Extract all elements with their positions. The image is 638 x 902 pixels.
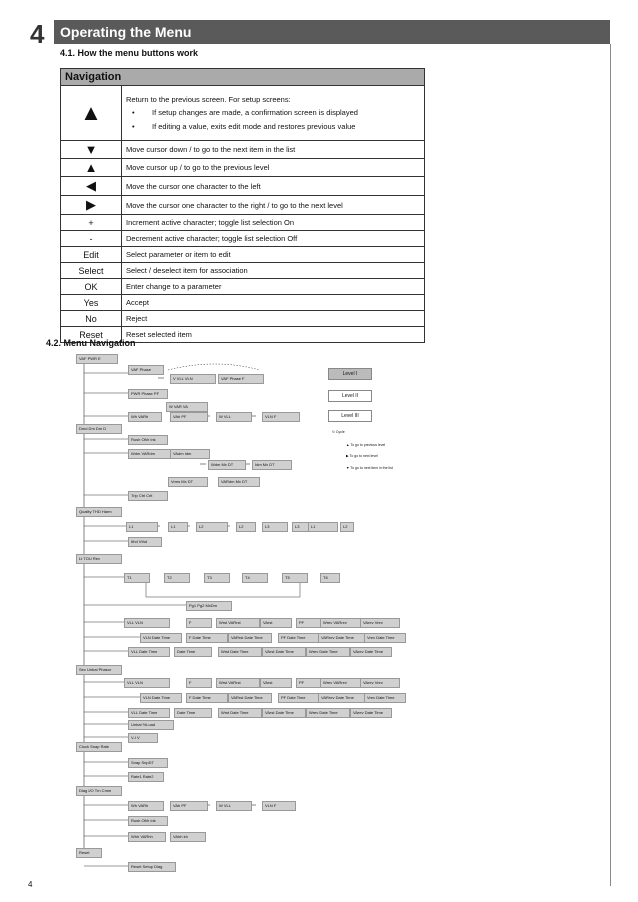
menu-node: VArst xyxy=(260,618,292,628)
menu-node: Unbal %Load xyxy=(128,720,174,730)
menu-node: VAdm Idm xyxy=(170,449,210,459)
menu-node: Sec Unbal Phasor xyxy=(76,665,122,675)
menu-node: Wrst Date Time xyxy=(218,647,262,657)
menu-node: Wh VARh xyxy=(128,412,162,422)
menu-node: T4 xyxy=(242,573,268,583)
menu-node: F Date Time xyxy=(186,693,228,703)
menu-node: Wrst Date Time xyxy=(218,708,262,718)
menu-node: VARrev Date Time xyxy=(318,633,366,643)
menu-node: VAh PF xyxy=(170,801,208,811)
menu-node: VAF PWR E xyxy=(76,354,118,364)
menu-node: PF xyxy=(296,618,322,628)
legend-next-item: ▼ To go to next item in the list xyxy=(346,466,393,470)
navigation-key: Edit xyxy=(61,247,122,263)
menu-node: Trip Ctrl Crit xyxy=(128,491,168,501)
menu-node: VArev Date Time xyxy=(350,708,392,718)
menu-node: VLN F xyxy=(262,412,300,422)
menu-node: T5 xyxy=(282,573,308,583)
menu-node: VLL Date Time xyxy=(128,647,170,657)
menu-node: L2 xyxy=(340,522,354,532)
menu-node: Ithd Vthd xyxy=(128,537,162,547)
menu-node: T2 xyxy=(164,573,190,583)
navigation-bullet: • If editing a value, exits edit mode and restores previous value xyxy=(132,120,420,134)
menu-node: VLL Date Time xyxy=(128,708,170,718)
menu-node: VARrst Date Time xyxy=(228,693,272,703)
navigation-description-text: Move cursor up / to go to the previous level xyxy=(126,163,270,172)
navigation-description-text: Move the cursor one character to the right / to go to the next level xyxy=(126,200,343,210)
menu-node: F xyxy=(186,618,212,628)
menu-node: Clock Snap Rate xyxy=(76,742,122,752)
menu-node: VArev Vrev xyxy=(360,678,400,688)
level-2-label: Level II xyxy=(328,390,372,402)
menu-node: VLL VLN xyxy=(124,678,170,688)
menu-node: PWR Phase PF xyxy=(128,389,168,399)
menu-node: Lt TOU Rev xyxy=(76,554,122,564)
menu-node: L1 xyxy=(168,522,188,532)
menu-node: VLN Date Time xyxy=(140,633,182,643)
menu-node: Vrev Date Time xyxy=(364,693,406,703)
menu-node: Wdm Mx DT xyxy=(208,460,246,470)
navigation-description-text: Select / deselect item for association xyxy=(126,266,248,275)
menu-node: Rush OMr Ink xyxy=(128,816,168,826)
chapter-number: 4 xyxy=(30,19,45,49)
menu-node: Diag I/O Trn Cmm xyxy=(76,786,122,796)
menu-node: Rush OMr Ink xyxy=(128,435,168,445)
page-number: 4 xyxy=(28,880,33,889)
menu-node: PF xyxy=(296,678,322,688)
menu-node: F xyxy=(186,678,212,688)
menu-node: Snap SnpDT xyxy=(128,758,168,768)
menu-node: Reset Setup Diag xyxy=(128,862,176,872)
menu-node: VAhh kh xyxy=(170,832,206,842)
menu-node: W VLL xyxy=(216,412,252,422)
navigation-key: - xyxy=(61,231,122,247)
menu-node: Dmd Dm Dm D xyxy=(76,424,122,434)
menu-node: T6 xyxy=(320,573,340,583)
navigation-description-text: Enter change to a parameter xyxy=(126,282,222,291)
menu-node: Wrst VARrst xyxy=(216,678,260,688)
navigation-description-text: Move cursor down / to go to the next item in the list xyxy=(126,145,296,154)
menu-node: VARrev Date Time xyxy=(318,693,366,703)
menu-node: Rate1 Rate2 xyxy=(128,772,164,782)
navigation-key: Select xyxy=(61,263,122,279)
navigation-key: ▲ xyxy=(61,159,122,177)
menu-node: Reset xyxy=(76,848,102,858)
menu-node: L1 xyxy=(126,522,158,532)
navigation-key: ▲ xyxy=(61,86,122,141)
menu-node: Wdm VARdm xyxy=(128,449,172,459)
menu-node: L1 xyxy=(308,522,338,532)
navigation-key: ▼ xyxy=(61,141,122,159)
menu-node: V-I V xyxy=(128,733,158,743)
navigation-table-header: Navigation xyxy=(61,69,425,86)
legend-next-level: ▶ To go to next level xyxy=(346,454,378,458)
menu-node: VARrst Date Time xyxy=(228,633,272,643)
navigation-key: OK xyxy=(61,279,122,295)
menu-node: VArst xyxy=(260,678,292,688)
menu-node: VLN F xyxy=(262,801,296,811)
menu-node: Wrev VARrev xyxy=(320,618,362,628)
legend-prev: ▲ To go to previous level xyxy=(346,443,386,447)
menu-node: Date Time xyxy=(174,647,212,657)
menu-node: L3 xyxy=(292,522,312,532)
navigation-description-text: Select parameter or item to edit xyxy=(126,250,231,259)
menu-node: T1 xyxy=(124,573,150,583)
menu-node: Wrev VARrev xyxy=(320,678,362,688)
menu-node: Quality THD Harm xyxy=(76,507,122,517)
legend-cycle: ↻ Cycle xyxy=(332,430,345,434)
menu-node: Wrev Date Time xyxy=(306,708,350,718)
menu-node: Whh VARhh xyxy=(128,832,166,842)
menu-node: T3 xyxy=(204,573,230,583)
navigation-description-text: Reset selected item xyxy=(126,330,192,339)
menu-node: VArst Date Time xyxy=(262,647,306,657)
level-1-label: Level I xyxy=(328,368,372,380)
menu-node: VLL VLN xyxy=(124,618,170,628)
navigation-description-text: Move the cursor one character to the left xyxy=(126,181,261,191)
menu-node: Wrev Date Time xyxy=(306,647,350,657)
menu-node: VArev Date Time xyxy=(350,647,392,657)
navigation-description-text: Increment active character; toggle list selection On xyxy=(126,218,294,227)
navigation-description-text: Return to the previous screen. For setup screens: xyxy=(126,94,291,104)
section-4-2-title: 4.2. Menu Navigation xyxy=(46,338,136,348)
menu-node: VARdm Mx DT xyxy=(218,477,260,487)
navigation-key: + xyxy=(61,215,122,231)
menu-node: W VLL xyxy=(216,801,252,811)
navigation-description-text: Reject xyxy=(126,314,148,323)
menu-node: PF Date Time xyxy=(278,693,320,703)
menu-node: Vrms Mx DT xyxy=(168,477,208,487)
menu-node: VAh PF xyxy=(170,412,208,422)
navigation-description-text: Accept xyxy=(126,298,149,307)
menu-node: Idm Mx DT xyxy=(252,460,292,470)
menu-node: F Date Time xyxy=(186,633,228,643)
menu-node: L2 xyxy=(196,522,228,532)
menu-node: Pg1 Pg2 MxDm xyxy=(186,601,232,611)
menu-node: VAF Phase xyxy=(128,365,164,375)
menu-node: PF Date Time xyxy=(278,633,320,643)
section-4-1-title: 4.1. How the menu buttons work xyxy=(60,48,199,58)
menu-node: VArev Vrev xyxy=(360,618,400,628)
menu-node: Wrst VARrst xyxy=(216,618,260,628)
level-3-label: Level III xyxy=(328,410,372,422)
menu-node: VAF Phase F xyxy=(218,374,264,384)
menu-node: VLN Date Time xyxy=(140,693,182,703)
menu-node: Wh VARh xyxy=(128,801,164,811)
chapter-title: Operating the Menu xyxy=(54,20,610,44)
navigation-key: No xyxy=(61,311,122,327)
navigation-key: ▶ xyxy=(61,196,122,215)
menu-node: Vrev Date Time xyxy=(364,633,406,643)
menu-node: W VAR VA xyxy=(166,402,208,412)
navigation-key: ◀ xyxy=(61,177,122,196)
navigation-key: Yes xyxy=(61,295,122,311)
navigation-key: Reset xyxy=(61,327,122,343)
navigation-bullet: • If setup changes are made, a confirmation screen is displayed xyxy=(132,106,420,120)
navigation-description-text: Decrement active character; toggle list selection Off xyxy=(126,234,298,243)
menu-node: V VLL VLN xyxy=(170,374,216,384)
menu-node: VArst Date Time xyxy=(262,708,306,718)
menu-node: Date Time xyxy=(174,708,212,718)
menu-node: L2 xyxy=(236,522,256,532)
menu-node: L3 xyxy=(262,522,288,532)
